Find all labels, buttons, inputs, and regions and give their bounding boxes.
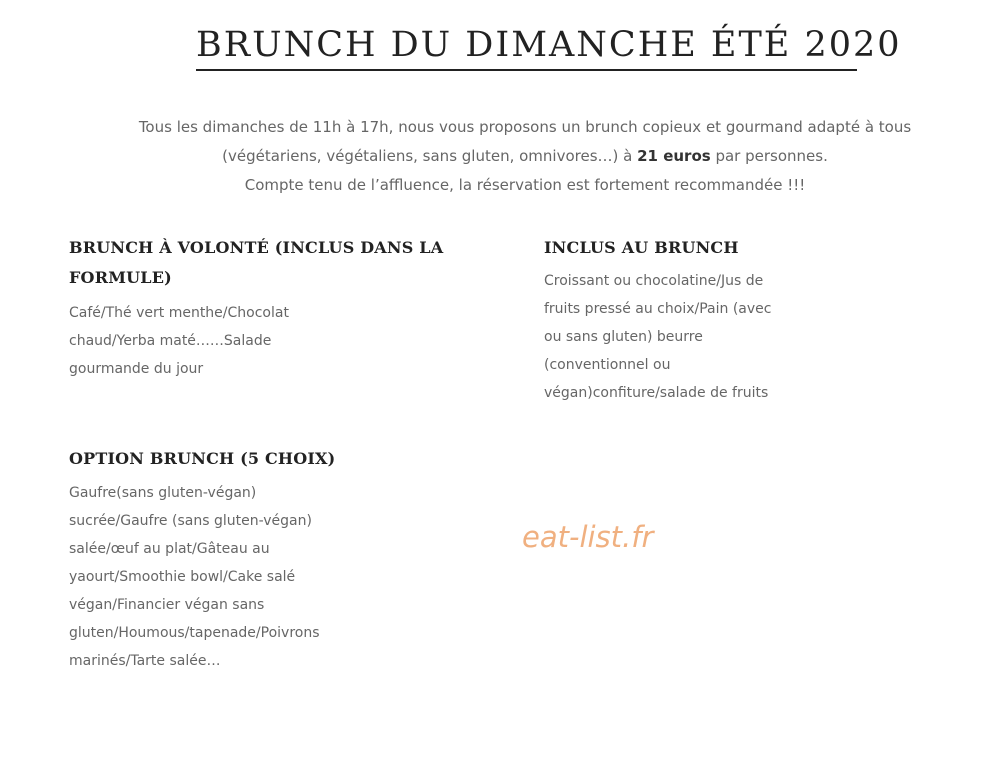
section-heading-volonte: BRUNCH À VOLONTÉ (INCLUS DANS LA FORMULE) xyxy=(69,238,444,287)
intro-line-3: Compte tenu de l’affluence, la réservation est fortement recommandée !!! xyxy=(244,176,806,194)
section-body-option: Gaufre(sans gluten-végan) sucrée/Gaufre (sans gluten-végan) salée/œuf au plat/Gâteau au yaourt/Smoothie bowl/Cake salé végan/Financier végan sans gluten/Houmous/tapenade/Poivrons marinés/Tarte salée… xyxy=(69,485,320,669)
intro-paragraph xyxy=(60,113,989,200)
section-body-volonte: Café/Thé vert menthe/Chocolat chaud/Yerba maté……Salade gourmande du jour xyxy=(69,305,289,377)
intro-line-1: Tous les dimanches de 11h à 17h, nous vous proposons un brunch copieux et gourmand adapté à tous xyxy=(138,118,912,136)
section-heading-inclus: INCLUS AU BRUNCH xyxy=(544,238,739,257)
watermark: eat-list.fr xyxy=(522,520,654,554)
intro-line-2-end: par personnes. xyxy=(710,147,828,165)
section-heading-option: OPTION BRUNCH (5 CHOIX) xyxy=(69,449,336,468)
intro-price: 21 euros xyxy=(637,147,711,165)
section-body-inclus: Croissant ou chocolatine/Jus de fruits pressé au choix/Pain (avec ou sans gluten) beurre (conventionnel ou végan)confiture/salade de fruits xyxy=(544,273,772,401)
title-underline xyxy=(196,69,857,71)
intro-line-2-start: (végétariens, végétaliens, sans gluten, omnivores…) à xyxy=(222,147,638,165)
page-title: BRUNCH DU DIMANCHE ÉTÉ 2020 xyxy=(196,25,902,65)
